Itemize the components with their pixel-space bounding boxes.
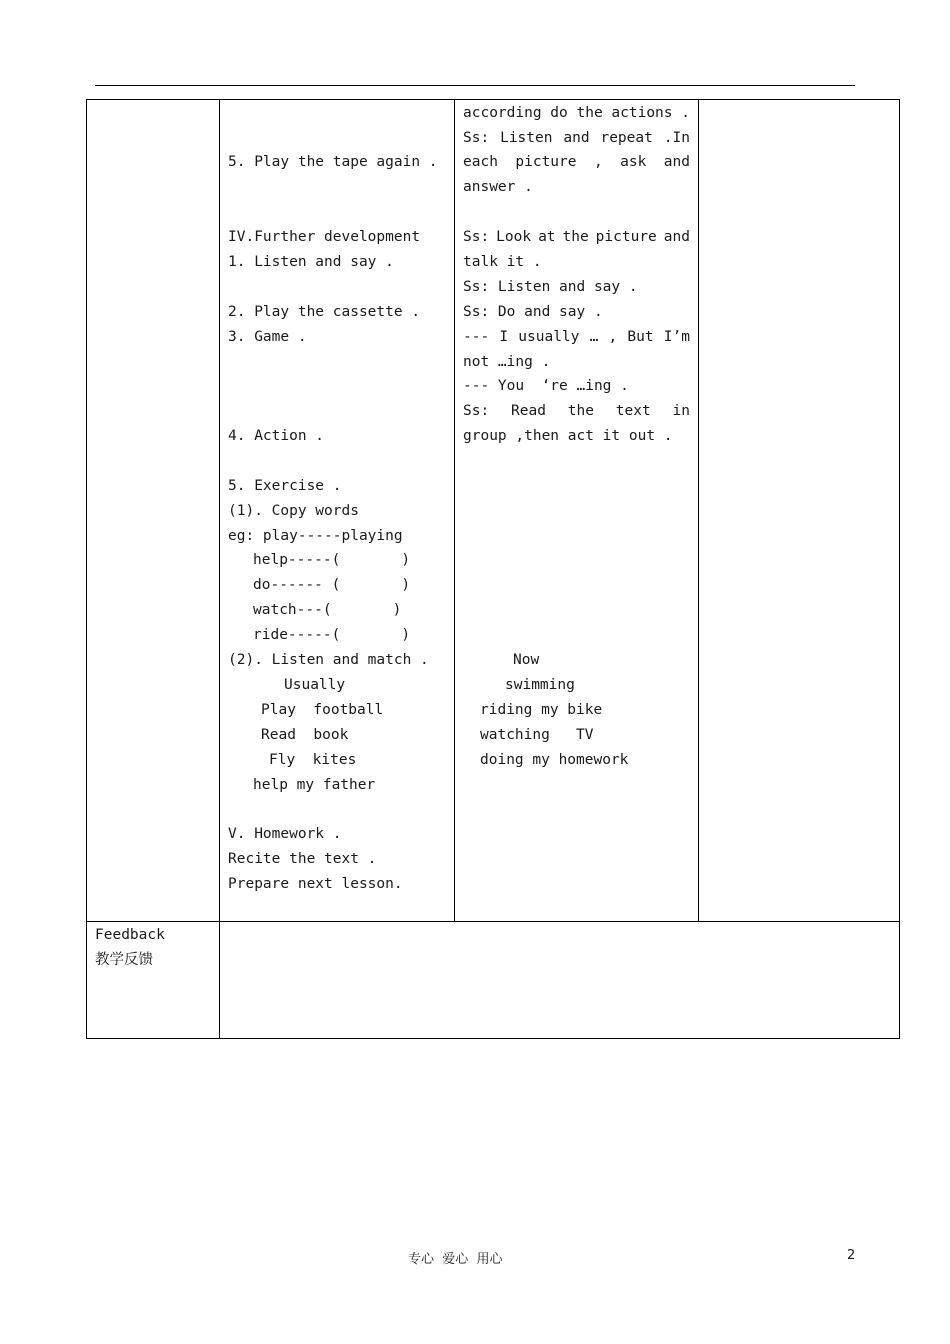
student-listen-repeat bbox=[463, 126, 690, 151]
justified-word: repeat bbox=[600, 130, 653, 146]
match-play-football: Play football bbox=[261, 702, 384, 718]
justified-word: usually bbox=[518, 329, 580, 345]
homework-recite: Recite the text . bbox=[228, 851, 377, 867]
table-row-divider bbox=[86, 921, 900, 922]
match-swimming: swimming bbox=[505, 677, 575, 693]
exercise-example: eg: play-----playing bbox=[228, 528, 403, 544]
footer-motto: 专心 爱心 用心 bbox=[408, 1252, 503, 1267]
feedback-label-en: Feedback bbox=[95, 927, 165, 943]
table-col-divider-2 bbox=[454, 99, 455, 921]
step-play-tape-again: 5. Play the tape again . bbox=[228, 154, 438, 170]
justified-word: Ss: bbox=[463, 229, 490, 245]
exercise-copy-words: (1). Copy words bbox=[228, 503, 359, 519]
step-action: 4. Action . bbox=[228, 428, 325, 444]
justified-word: the bbox=[567, 403, 594, 419]
justified-word: I’m bbox=[663, 329, 690, 345]
step-exercise: 5. Exercise . bbox=[228, 478, 342, 494]
homework-prepare: Prepare next lesson. bbox=[228, 876, 403, 892]
justified-word: the bbox=[562, 229, 589, 245]
justified-word: at bbox=[538, 229, 556, 245]
student-listen-say: Ss: Listen and say . bbox=[463, 279, 638, 295]
justified-word: .In bbox=[663, 130, 690, 146]
justified-word: ask bbox=[620, 154, 647, 170]
homework-heading: V. Homework . bbox=[228, 826, 342, 842]
justified-word: and bbox=[663, 154, 690, 170]
student-youre-ing: --- You ‘re …ing . bbox=[463, 378, 629, 394]
page-number: 2 bbox=[847, 1248, 856, 1263]
step-game: 3. Game . bbox=[228, 329, 307, 345]
exercise-help-blank: help-----( ) bbox=[253, 552, 411, 568]
header-rule bbox=[95, 85, 855, 86]
justified-word: Look bbox=[496, 229, 532, 245]
match-read-book: Read book bbox=[261, 727, 349, 743]
justified-word: picture bbox=[595, 229, 657, 245]
step-play-cassette: 2. Play the cassette . bbox=[228, 304, 421, 320]
match-usually: Usually bbox=[284, 677, 346, 693]
justified-word: … bbox=[589, 329, 599, 345]
student-read-text bbox=[463, 399, 690, 424]
exercise-ride-blank: ride-----( ) bbox=[253, 627, 411, 643]
match-now: Now bbox=[513, 652, 540, 668]
justified-word: Read bbox=[511, 403, 546, 419]
justified-word: and bbox=[563, 130, 590, 146]
further-development-heading: IV.Further development bbox=[228, 229, 421, 245]
student-each-picture bbox=[463, 150, 690, 175]
student-do-say: Ss: Do and say . bbox=[463, 304, 603, 320]
justified-word: But bbox=[627, 329, 654, 345]
justified-word: , bbox=[593, 154, 603, 170]
match-riding-bike: riding my bike bbox=[480, 702, 603, 718]
table-top-border bbox=[86, 99, 900, 100]
exercise-watch-blank: watch---( ) bbox=[253, 602, 402, 618]
step-listen-and-say: 1. Listen and say . bbox=[228, 254, 394, 270]
match-fly-kites: Fly kites bbox=[269, 752, 357, 768]
table-right-border bbox=[899, 99, 900, 1039]
student-answer: answer . bbox=[463, 179, 533, 195]
justified-word: I bbox=[499, 329, 509, 345]
justified-word: and bbox=[663, 229, 690, 245]
exercise-listen-match: (2). Listen and match . bbox=[228, 652, 429, 668]
match-watching-tv: watching TV bbox=[480, 727, 594, 743]
table-left-border bbox=[86, 99, 87, 1039]
student-talk-it: talk it . bbox=[463, 254, 542, 270]
student-not-ing: not …ing . bbox=[463, 354, 551, 370]
table-col-divider-1 bbox=[219, 99, 220, 1039]
student-look-picture bbox=[463, 225, 690, 250]
student-group-act: group ,then act it out . bbox=[463, 428, 673, 444]
justified-word: picture bbox=[515, 154, 577, 170]
justified-word: Listen bbox=[500, 130, 553, 146]
student-usually-line bbox=[463, 325, 690, 350]
match-doing-homework: doing my homework bbox=[480, 752, 629, 768]
exercise-do-blank: do------ ( ) bbox=[253, 577, 411, 593]
feedback-label-zh: 教学反馈 bbox=[95, 952, 153, 968]
student-according-actions: according do the actions . bbox=[463, 105, 690, 121]
justified-word: in bbox=[672, 403, 690, 419]
justified-word: Ss: bbox=[463, 403, 490, 419]
justified-word: each bbox=[463, 154, 498, 170]
justified-word: , bbox=[608, 329, 618, 345]
justified-word: --- bbox=[463, 329, 490, 345]
justified-word: Ss: bbox=[463, 130, 490, 146]
justified-word: text bbox=[615, 403, 651, 419]
match-help-father: help my father bbox=[253, 777, 376, 793]
table-col-divider-3 bbox=[698, 99, 699, 921]
table-bottom-border bbox=[86, 1038, 900, 1039]
